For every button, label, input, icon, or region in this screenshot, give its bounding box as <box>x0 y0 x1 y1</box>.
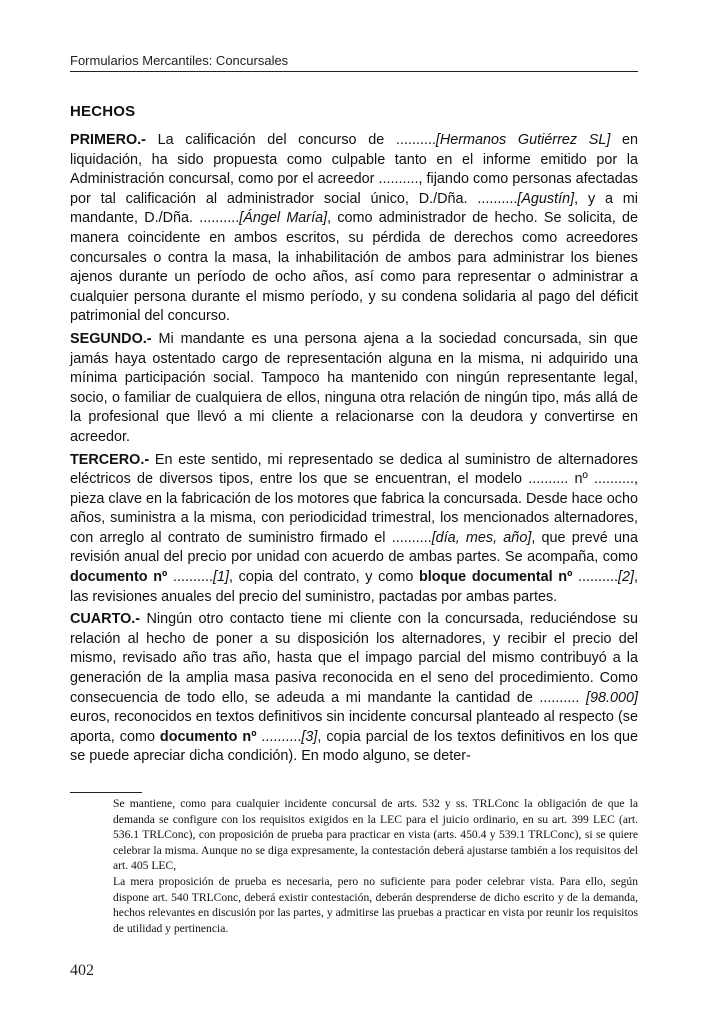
paragraph-label-primero: PRIMERO.- <box>70 132 146 148</box>
footnote-rule <box>70 792 142 793</box>
paragraph-cuarto <box>70 610 638 767</box>
paragraph-segundo <box>70 330 638 448</box>
paragraph-text: .......... <box>256 728 302 745</box>
paragraph-primero <box>70 131 638 327</box>
paragraph-tercero <box>70 451 638 608</box>
placeholder-value: [3] <box>301 728 318 745</box>
paragraph-text: En este sentido, mi representado se dedica al suministro de alternadores eléctricos de diversos tipos, entre los que se encuentran, el modelo .......... nº .........., pieza clave en la fabricación de los motores que fabrica la concursada. Desde hace ocho años, suministra a la misma, con periodicidad trimestral, los mencionados alternadores, con arreglo al contrato de suministro firmado el .......... <box>70 451 638 546</box>
paragraph-text: , y a mi mandante, D./Dña. .......... <box>70 190 638 227</box>
paragraph-text: .......... <box>167 569 213 586</box>
placeholder-value: [98.000] <box>585 689 638 706</box>
footnotes <box>113 796 638 936</box>
footnote-2: La mera proposición de prueba es necesaria, pero no suficiente para poder celebrar vista. Para ello, según dispone art. 540 TRLConc, deberá existir contestación, deberán desprenderse de dicho escrito y de la demanda, hechos relevantes en discusión por las partes, y admitirse las pruebas a practicar en vista por reunir los requisitos de utilidad y pertinencia. <box>113 874 638 935</box>
paragraph-text: euros, reconocidos en textos definitivos sin incidente concursal planteado al respecto (se aporta, como <box>70 709 638 745</box>
placeholder-value: [Ángel María] <box>239 210 328 227</box>
running-header: Formularios Mercantiles: Concursales <box>70 53 289 68</box>
footnote-1: Se mantiene, como para cualquier incidente concursal de arts. 532 y ss. TRLConc la obligación de que la demanda se configure con los requisitos exigidos en la LEC para el juicio ordinario, en su art. 399 LEC (art. 536.1 TRLConc), con proposición de prueba para practicar en vista (arts. 450.4 y 539.1 TRLConc), si se quiere celebrar la misma. Aunque no se diga expresamente, la contestación deberá ajustarse también a los requisitos del art. 405 LEC, <box>113 797 638 873</box>
paragraph-label-cuarto: CUARTO.- <box>70 611 141 628</box>
header-rule <box>70 71 638 72</box>
paragraph-text: , las revisiones anuales del precio del suministro, pactadas por ambas partes. <box>70 569 639 605</box>
section-heading: HECHOS <box>70 103 136 120</box>
paragraph-text: , copia del contrato, y como <box>228 569 420 586</box>
paragraph-text: La calificación del concurso de .......... <box>145 132 436 148</box>
paragraph-label-tercero: TERCERO.- <box>70 451 150 468</box>
placeholder-value: [Agustín] <box>517 190 575 207</box>
placeholder-value: [Hermanos Gutiérrez SL] <box>435 132 611 148</box>
paragraph-text: Ningún otro contacto tiene mi cliente con la concursada, reduciéndose su relación al hecho de poner a su disposición los alternadores, y recibir el precio del mismo, revisado año tras año, hasta que el impago parcial del mismo contribuyó a la generación de la amplia masa pasiva reconocida en el seno del procedimiento. Como consecuencia de todo ello, se adeuda a mi mandante la cantidad de .......... <box>70 611 638 706</box>
bold-term: documento nº <box>70 569 168 586</box>
paragraph-text: en liquidación, ha sido propuesta como culpable tanto en el informe emitido por la Administración concursal, como por el acreedor .........., fijando como personas afectadas por tal calificación al administrador social único, D./Dña. .......... <box>70 132 638 207</box>
paragraph-text: , que prevé una revisión anual del precio por unidad con acuerdo de ambas partes. Se acompaña, como <box>70 529 638 566</box>
page-number: 402 <box>70 962 94 979</box>
bold-term: documento nº <box>159 728 257 745</box>
paragraph-text: .......... <box>572 569 619 586</box>
paragraph-text: Mi mandante es una persona ajena a la sociedad concursada, sin que jamás haya ostentado cargo de representación alguna en la misma, ni adquirido una mínima participación social. Tampoco ha mantenido con ningún representante legal, socio, o familiar de cualquiera de ellos, ninguna otra relación de ningún tipo, más allá de la profesional que llevó a mi cliente a relacionarse con la deudora y convertirse en acreedor. <box>70 330 638 445</box>
paragraph-text: , como administrador de hecho. Se solicita, de manera coincidente en ambos escritos, su pérdida de derechos como acreedores concursales o contra la masa, la inhabilitación de ambos para administrar los bienes ajenos durante un período de ocho años, así como para representar o administrar a cualquier persona durante el mismo período, y su condena solidaria al pago del déficit patrimonial del concurso. <box>70 210 638 325</box>
bold-term: bloque documental nº <box>419 569 573 586</box>
paragraph-label-segundo: SEGUNDO.- <box>70 330 152 347</box>
body-text <box>70 131 638 770</box>
placeholder-value: [2] <box>618 569 635 586</box>
placeholder-value: [día, mes, año] <box>431 529 532 546</box>
paragraph-text: , copia parcial de los textos definitivos en los que se puede apreciar dicha condición). En modo alguno, se deter- <box>70 728 638 765</box>
placeholder-value: [1] <box>212 569 229 586</box>
